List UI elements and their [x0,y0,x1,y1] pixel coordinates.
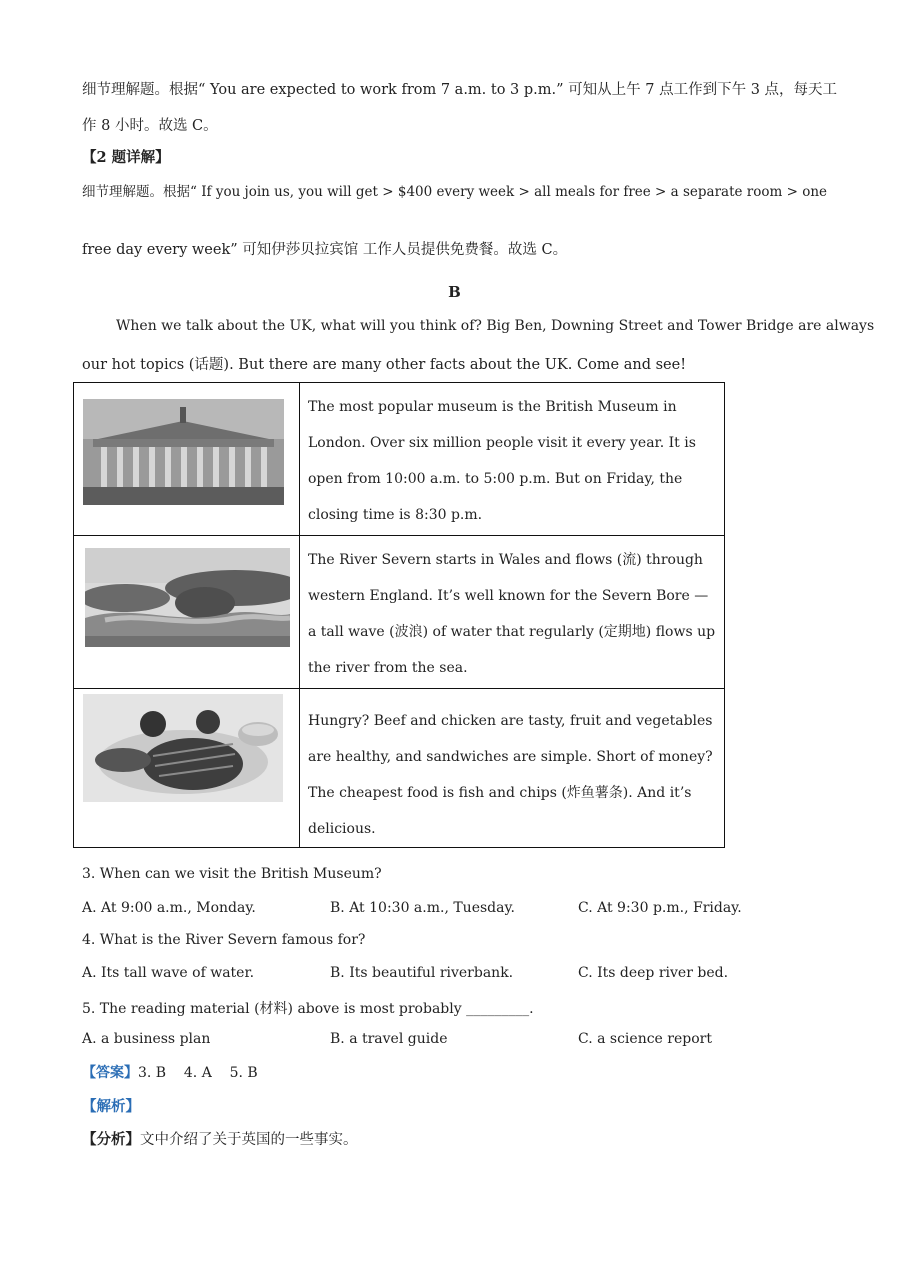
answer-value: 3. B 4. A 5. B [138,1065,258,1081]
summary-line [82,1128,358,1149]
section-title: B [448,283,461,301]
question-5-option-b: B. a travel guide [330,1031,448,1047]
summary-label: 【分析】 [82,1131,140,1148]
table-row [74,536,725,689]
river-severn-photo [85,548,290,647]
summary-text: 文中介绍了关于英国的一些事实。 [140,1132,358,1148]
question-5-option-a: A. a business plan [82,1031,211,1047]
question-3-option-b: B. At 10:30 a.m., Tuesday. [330,900,515,916]
question-5-stem: 5. The reading material (材料) above is most probably _________. [82,1001,534,1017]
image-cell [74,536,300,689]
answer-line [82,1062,258,1082]
q2-explanation-line-1: 细节理解题。根据“ If you join us, you will get > $400 every week > all meals for free > a separate room > one [82,184,828,200]
q2-header: 【2 题详解】 [82,149,170,166]
fact-text: The most popular museum is the British Museum in London. Over six million people visit it every year. It is open from 10:00 a.m. to 5:00 p.m. But on Friday, the closing time is 8:30 p.m. [300,383,725,536]
question-4-option-c: C. Its deep river bed. [578,965,729,981]
question-4-option-a: A. Its tall wave of water. [82,965,255,981]
image-cell [74,383,300,536]
fact-text: Hungry? Beef and chicken are tasty, fruit and vegetables are healthy, and sandwiches are simple. Short of money? The cheapest food is fish and chips (炸鱼薯条). And it’s delicious. [300,689,725,848]
question-5-option-c: C. a science report [578,1031,712,1047]
explanation-line-1: 细节理解题。根据“ You are expected to work from 7 a.m. to 3 p.m.” 可知从上午 7 点工作到下午 3 点，每天工 [82,82,838,98]
british-museum-photo [83,399,284,505]
image-cell [74,689,300,848]
fact-text: The River Severn starts in Wales and flows (流) through western England. It’s well known for the Severn Bore — a tall wave (波浪) of water that regularly (定期地) flows up the river from the sea. [300,536,725,689]
facts-table [73,382,725,848]
answer-label: 【答案】 [82,1065,138,1081]
analysis-label: 【解析】 [82,1098,140,1115]
explanation-line-2: 作 8 小时。故选 C。 [82,118,218,134]
intro-line-1: When we talk about the UK, what will you think of? Big Ben, Downing Street and Tower Bridge are always [116,318,875,334]
question-3-stem: 3. When can we visit the British Museum? [82,866,382,882]
table-row [74,383,725,536]
table-row [74,689,725,848]
intro-line-2: our hot topics (话题). But there are many other facts about the UK. Come and see! [82,357,687,373]
question-4-option-b: B. Its beautiful riverbank. [330,965,514,981]
q2-explanation-line-2: free day every week” 可知伊莎贝拉宾馆 工作人员提供免费餐。故选 C。 [82,242,568,258]
question-4-stem: 4. What is the River Severn famous for? [82,932,366,948]
food-photo [83,694,283,802]
question-3-option-a: A. At 9:00 a.m., Monday. [82,900,256,916]
question-3-option-c: C. At 9:30 p.m., Friday. [578,900,742,916]
